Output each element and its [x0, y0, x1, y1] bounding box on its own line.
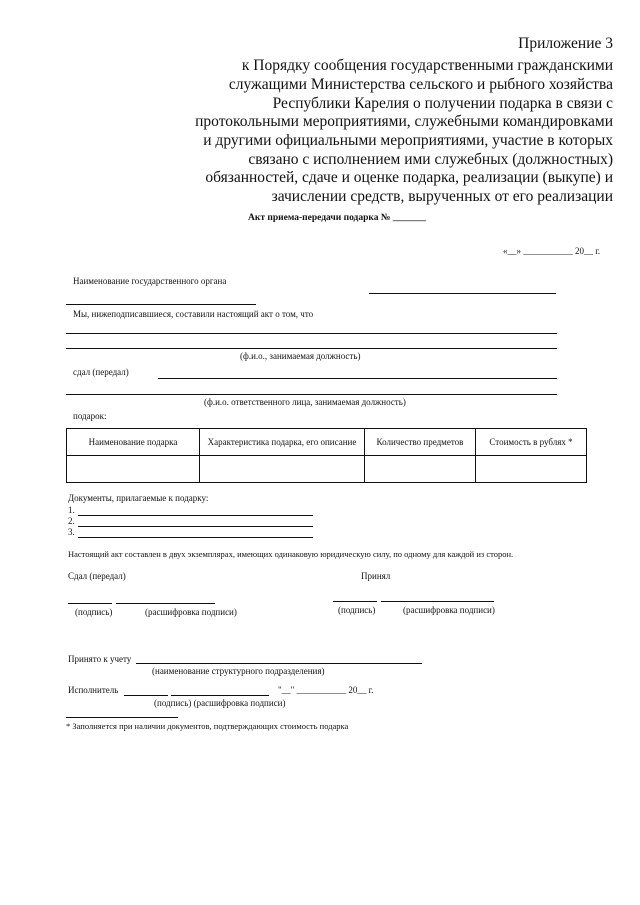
accepted-label: Принято к учету [68, 654, 132, 664]
footnote-divider [66, 717, 178, 718]
right-decoding-line[interactable] [381, 601, 494, 602]
accepted-line[interactable] [136, 663, 422, 664]
document-item-line[interactable] [78, 526, 313, 527]
column-header: Стоимость в рублях * [476, 429, 587, 456]
right-decoding-caption: (расшифровка подписи) [403, 605, 495, 615]
header-line: обязанностей, сдаче и оценке подарка, реализации (выкупе) и [205, 169, 613, 186]
left-signature-caption: (подпись) [75, 607, 113, 617]
column-header: Характеристика подарка, его описание [200, 429, 365, 456]
documents-label: Документы, прилагаемые к подарку: [68, 493, 209, 503]
gift-label: подарок: [73, 411, 107, 421]
left-decoding-caption: (расшифровка подписи) [145, 607, 237, 617]
left-signature-line[interactable] [68, 603, 112, 604]
executor-label: Исполнитель [68, 685, 119, 695]
responsible-caption: (ф.и.о. ответственного лица, занимаемая должность) [204, 397, 406, 407]
handed-line [158, 378, 557, 379]
column-header: Количество предметов [365, 429, 476, 456]
document-item-line[interactable] [78, 515, 313, 516]
column-header: Наименование подарка [67, 429, 200, 456]
act-date: «__» ___________ 20__ г. [503, 246, 601, 256]
appendix-title: Приложение 3 [518, 35, 613, 52]
executor-caption: (подпись) (расшифровка подписи) [154, 698, 286, 708]
header-line: связано с исполнением ими служебных (должностных) [248, 151, 613, 168]
right-signature-caption: (подпись) [338, 605, 376, 615]
structural-caption: (наименование структурного подразделения) [152, 666, 325, 676]
org-line-full [66, 304, 256, 305]
header-line: протокольными мероприятиями, служебными командировками [195, 113, 613, 130]
gift-table [66, 428, 587, 483]
document-item-number: 3. [68, 527, 75, 537]
undersigned-line [66, 348, 557, 349]
right-signature-line[interactable] [333, 601, 377, 602]
header-line: к Порядку сообщения государственными гражданскими [241, 57, 613, 74]
table-cell[interactable] [476, 456, 587, 483]
executor-signature-line[interactable] [124, 695, 168, 696]
header-line: зачислении средств, вырученных от его реализации [271, 188, 613, 205]
received-label: Принял [361, 571, 391, 581]
org-line [369, 293, 556, 294]
document-item-number: 2. [68, 516, 75, 526]
table-cell[interactable] [67, 456, 200, 483]
undersigned-line [66, 333, 557, 334]
table-row [67, 456, 587, 483]
fio-caption: (ф.и.о., занимаемая должность) [240, 351, 361, 361]
table-header-row [67, 429, 587, 456]
left-decoding-line[interactable] [116, 603, 215, 604]
executor-date: "__" ___________ 20__ г. [278, 685, 374, 695]
undersigned-text: Мы, нижеподписавшиеся, составили настоящий акт о том, что [73, 309, 314, 319]
executor-decoding-line[interactable] [171, 695, 269, 696]
handed-line [66, 394, 557, 395]
header-line: и другими официальными мероприятиями, участие в которых [203, 132, 613, 149]
handed-label: сдал (передал) [73, 367, 129, 377]
table-cell[interactable] [200, 456, 365, 483]
document-item-line[interactable] [78, 537, 313, 538]
act-title: Акт приема-передачи подарка № _______ [248, 213, 427, 223]
handed-over-label: Сдал (передал) [68, 571, 126, 581]
header-line: Республики Карелия о получении подарка в связи с [272, 95, 613, 112]
org-label: Наименование государственного органа [73, 276, 227, 286]
footnote-text: * Заполняется при наличии документов, подтверждающих стоимость подарка [66, 721, 349, 731]
table-cell[interactable] [365, 456, 476, 483]
document-item-number: 1. [68, 505, 75, 515]
statement-text: Настоящий акт составлен в двух экземплярах, имеющих одинаковую юридическую силу, по одному для каждой из сторон. [68, 549, 514, 559]
header-line: служащими Министерства сельского и рыбного хозяйства [228, 76, 613, 93]
